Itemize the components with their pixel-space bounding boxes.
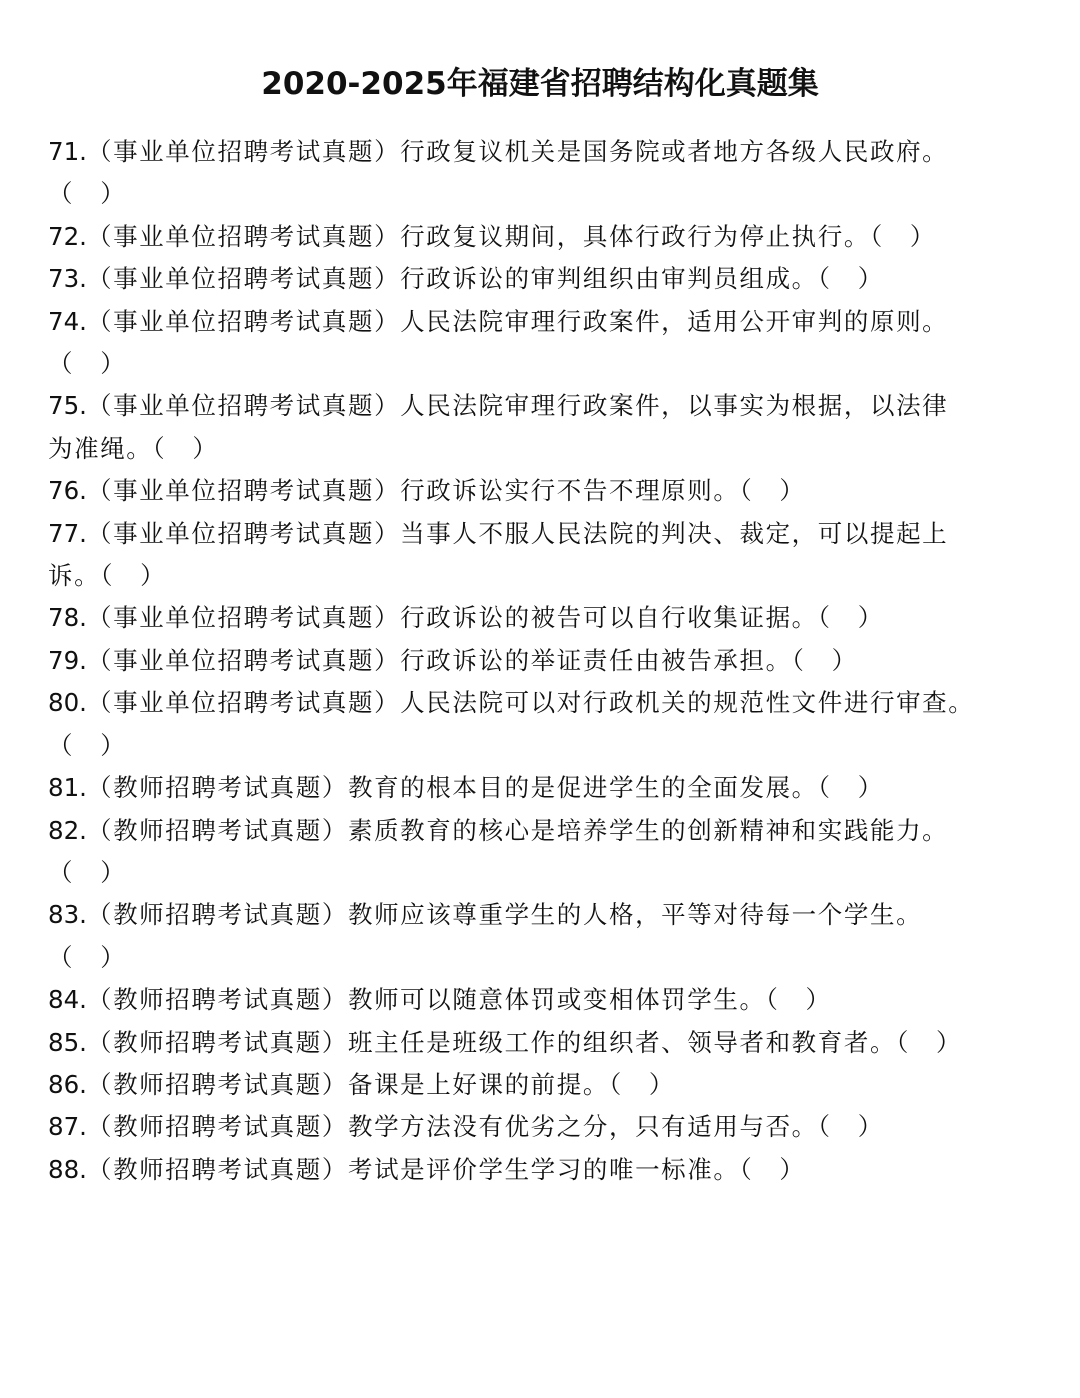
- question-number: 86.: [48, 1069, 87, 1099]
- question-line: [48, 767, 1058, 809]
- question-continuation: （ ）: [48, 857, 127, 887]
- question-number: 79.: [48, 645, 87, 675]
- question-continuation: （ ）: [48, 179, 127, 209]
- question-number: 87.: [48, 1112, 87, 1142]
- question-line: [48, 1149, 1058, 1191]
- question-text: （教师招聘考试真题）备课是上好课的前提。（ ）: [86, 1069, 676, 1099]
- question-line: [48, 470, 1058, 512]
- question-line: [48, 640, 1058, 682]
- question-number: 71.: [48, 137, 87, 166]
- question-text: （教师招聘考试真题）考试是评价学生学习的唯一标准。（ ）: [86, 1154, 806, 1184]
- question-number: 81.: [48, 773, 87, 803]
- document-title: 2020-2025年福建省招聘结构化真题集: [261, 66, 819, 102]
- question-continuation: （ ）: [48, 349, 127, 379]
- question-item: [48, 216, 1058, 258]
- question-item: [48, 979, 1058, 1021]
- question-text: （教师招聘考试真题）教学方法没有优劣之分，只有适用与否。（ ）: [86, 1112, 884, 1142]
- question-item: [48, 597, 1058, 639]
- question-line: [48, 894, 1058, 936]
- question-item: [48, 470, 1058, 512]
- question-line: [48, 131, 1058, 173]
- question-line: [48, 1022, 1058, 1064]
- question-line: [48, 1106, 1058, 1148]
- question-continuation: （ ）: [48, 730, 127, 760]
- question-number: 72.: [48, 221, 87, 251]
- question-text: （事业单位招聘考试真题）人民法院可以对行政机关的规范性文件进行审查。: [86, 688, 975, 718]
- question-text: （事业单位招聘考试真题）行政复议机关是国务院或者地方各级人民政府。: [86, 137, 949, 166]
- question-number: 77.: [48, 518, 87, 548]
- question-number: 83.: [48, 900, 87, 930]
- question-text: （教师招聘考试真题）教育的根本目的是促进学生的全面发展。（ ）: [86, 773, 884, 803]
- question-line: [48, 513, 1058, 555]
- question-continuation: （ ）: [48, 942, 127, 972]
- question-line: [48, 597, 1058, 639]
- question-item: [48, 640, 1058, 682]
- question-item: [48, 385, 1058, 470]
- question-text: （教师招聘考试真题）教师应该尊重学生的人格，平等对待每一个学生。: [86, 900, 923, 930]
- question-item: [48, 767, 1058, 809]
- question-item: [48, 1064, 1058, 1106]
- question-text: （教师招聘考试真题）教师可以随意体罚或变相体罚学生。（ ）: [86, 985, 832, 1015]
- question-line: [48, 258, 1058, 300]
- question-number: 84.: [48, 985, 87, 1015]
- question-number: 75.: [48, 391, 87, 421]
- question-line: [48, 1064, 1058, 1106]
- question-number: 76.: [48, 476, 87, 506]
- question-number: 74.: [48, 306, 87, 336]
- question-text: （事业单位招聘考试真题）行政诉讼的审判组织由审判员组成。（ ）: [86, 264, 884, 294]
- question-line: [48, 301, 1058, 343]
- question-number: 73.: [48, 264, 87, 294]
- question-item: [48, 258, 1058, 300]
- question-item: [48, 682, 1058, 767]
- question-continuation: 诉。（ ）: [48, 561, 167, 591]
- question-text: （教师招聘考试真题）素质教育的核心是培养学生的创新精神和实践能力。: [86, 815, 949, 845]
- question-continuation: 为准绳。（ ）: [48, 433, 219, 463]
- question-list: [48, 131, 1058, 1191]
- question-item: [48, 894, 1058, 979]
- question-item: [48, 513, 1058, 598]
- question-text: （教师招聘考试真题）班主任是班级工作的组织者、领导者和教育者。（ ）: [86, 1027, 963, 1057]
- question-text: （事业单位招聘考试真题）行政诉讼的被告可以自行收集证据。（ ）: [86, 603, 884, 633]
- question-number: 88.: [48, 1154, 87, 1184]
- question-text: （事业单位招聘考试真题）行政诉讼实行不告不理原则。（ ）: [86, 476, 806, 506]
- question-text: （事业单位招聘考试真题）人民法院审理行政案件，适用公开审判的原则。: [86, 306, 949, 336]
- question-number: 78.: [48, 603, 87, 633]
- question-item: [48, 1022, 1058, 1064]
- question-item: [48, 810, 1058, 895]
- question-line: [48, 216, 1058, 258]
- question-line: [48, 385, 1058, 427]
- question-item: [48, 1106, 1058, 1148]
- question-text: （事业单位招聘考试真题）当事人不服人民法院的判决、裁定，可以提起上: [86, 518, 949, 548]
- question-text: （事业单位招聘考试真题）行政复议期间，具体行政行为停止执行。（ ）: [86, 221, 937, 251]
- question-item: [48, 1149, 1058, 1191]
- question-line: [48, 682, 1058, 724]
- question-text: （事业单位招聘考试真题）行政诉讼的举证责任由被告承担。（ ）: [86, 645, 858, 675]
- question-item: [48, 301, 1058, 386]
- question-number: 80.: [48, 688, 87, 718]
- question-line: [48, 979, 1058, 1021]
- question-number: 85.: [48, 1027, 87, 1057]
- question-line: [48, 810, 1058, 852]
- question-number: 82.: [48, 815, 87, 845]
- question-item: [48, 131, 1058, 216]
- question-text: （事业单位招聘考试真题）人民法院审理行政案件，以事实为根据，以法律: [86, 391, 949, 421]
